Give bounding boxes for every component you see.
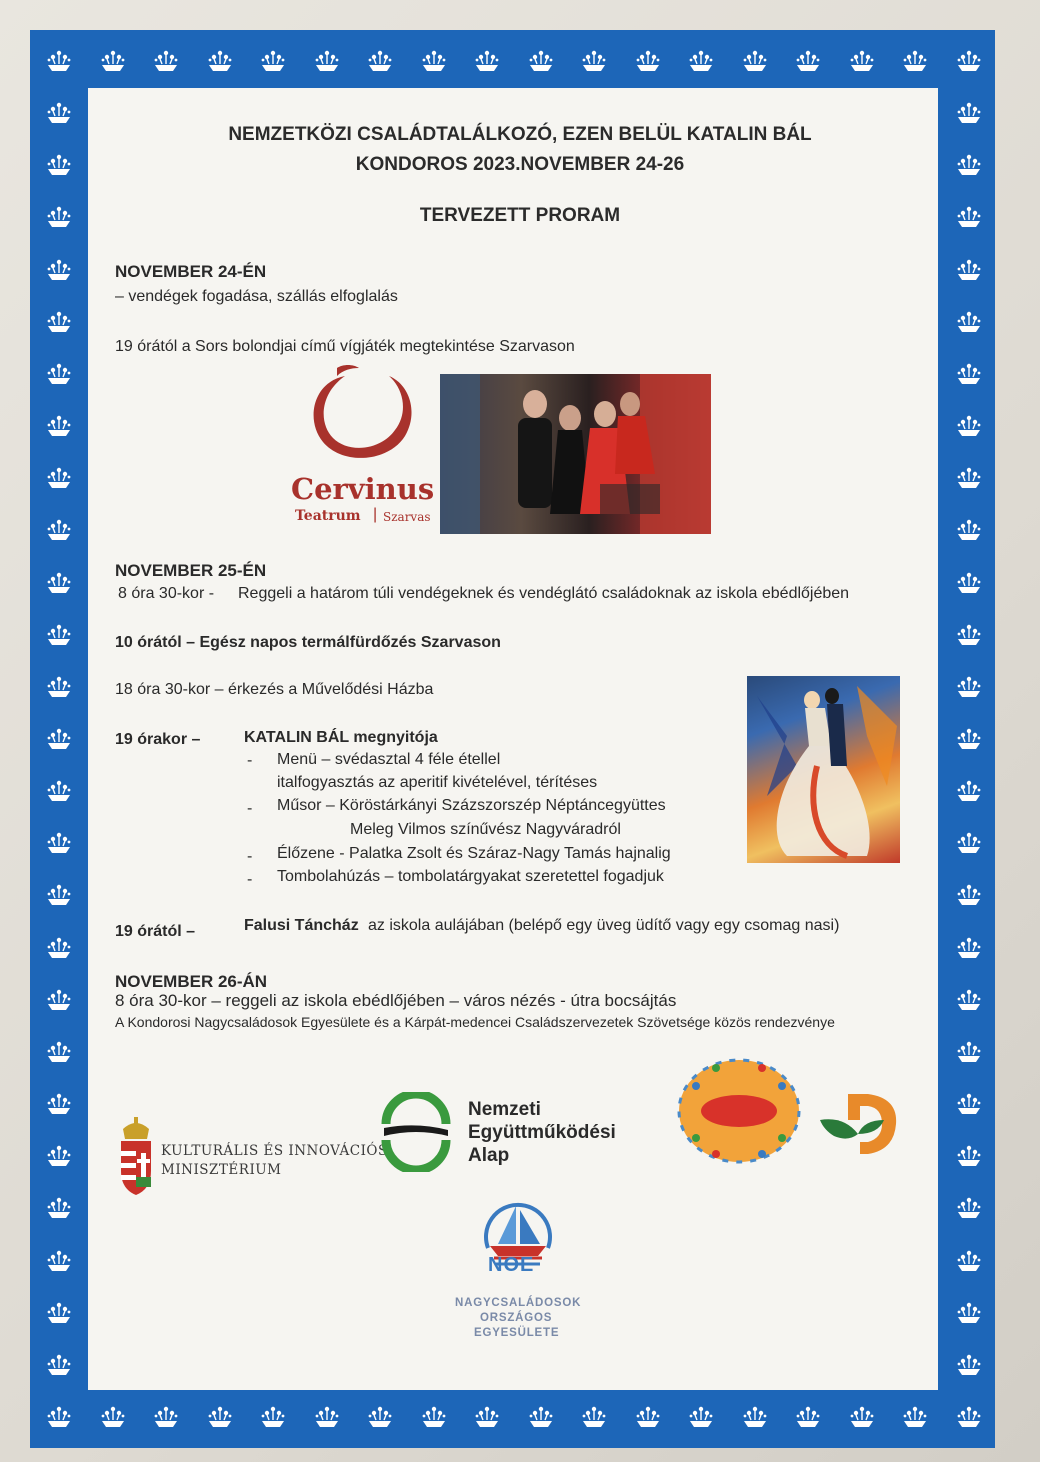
noe-short-name: NOE	[488, 1254, 535, 1276]
day1-heading: NOVEMBER 24-ÉN	[115, 262, 267, 281]
bullet-dash: -	[247, 752, 253, 769]
program-subtitle: TERVEZETT PRORAM	[419, 205, 621, 226]
border-flower-pot-icon	[782, 36, 834, 84]
border-flower-pot-icon	[943, 1392, 995, 1440]
day2-breakfast-text: Reggeli a határom túli vendégeknek és vendéglátó családoknak az iskola ebédlőjében	[238, 585, 850, 602]
federation-badge-icon	[676, 1058, 802, 1164]
day3-heading: NOVEMBER 26-ÁN	[115, 972, 268, 991]
border-flower-pot-icon	[247, 1392, 299, 1440]
border-flower-pot-icon	[33, 36, 85, 84]
border-flower-pot-icon	[33, 1236, 85, 1284]
border-flower-pot-icon	[354, 36, 406, 84]
border-flower-pot-icon	[33, 1340, 85, 1388]
cervinus-name: Cervinus	[291, 472, 435, 506]
border-flower-pot-icon	[622, 36, 674, 84]
border-flower-pot-icon	[943, 766, 995, 814]
border-flower-pot-icon	[194, 1392, 246, 1440]
show-line-1: Műsor – Köröstárkányi Százszorszép Néptáncegyüttes	[277, 797, 666, 814]
noe-name-1: NAGYCSALÁDOSOK	[455, 1297, 582, 1309]
border-flower-pot-icon	[33, 766, 85, 814]
border-flower-pot-icon	[33, 610, 85, 658]
title-line-2: KONDOROS 2023.NOVEMBER 24-26	[355, 154, 685, 175]
border-flower-pot-icon	[33, 870, 85, 918]
border-flower-pot-icon	[33, 818, 85, 866]
border-flower-pot-icon	[33, 140, 85, 188]
border-flower-pot-icon	[33, 1183, 85, 1231]
theatre-actors-image	[440, 374, 711, 534]
border-flower-pot-icon	[33, 453, 85, 501]
nea-logo-icon	[378, 1092, 454, 1172]
d-leaf-logo-icon	[818, 1090, 902, 1158]
border-flower-pot-icon	[943, 923, 995, 971]
nea-name-2: Együttműködési	[468, 1122, 616, 1143]
day2-spa: 10 órától – Egész napos termálfürdőzés Szarvason	[115, 634, 501, 651]
day1-arrival: – vendégek fogadása, szállás elfoglalás	[115, 288, 398, 305]
border-flower-pot-icon	[33, 245, 85, 293]
cervinus-teatrum-logo	[285, 362, 440, 534]
border-flower-pot-icon	[943, 975, 995, 1023]
border-flower-pot-icon	[568, 1392, 620, 1440]
border-flower-pot-icon	[568, 36, 620, 84]
border-flower-pot-icon	[33, 1027, 85, 1075]
border-flower-pot-icon	[33, 1392, 85, 1440]
raffle-line: Tombolahúzás – tombolatárgyakat szeretettel fogadjuk	[277, 868, 664, 885]
border-flower-pot-icon	[889, 36, 941, 84]
dancing-couple-image	[747, 676, 900, 863]
border-flower-pot-icon	[33, 1131, 85, 1179]
border-flower-pot-icon	[943, 870, 995, 918]
cervinus-separator: |	[373, 506, 378, 523]
border-flower-pot-icon	[515, 36, 567, 84]
ministry-name-2: MINISZTÉRIUM	[161, 1162, 282, 1178]
music-line: Élőzene - Palatka Zsolt és Száraz-Nagy Tamás hajnalig	[277, 845, 671, 862]
border-flower-pot-icon	[729, 1392, 781, 1440]
border-flower-pot-icon	[87, 36, 139, 84]
border-flower-pot-icon	[943, 36, 995, 84]
border-flower-pot-icon	[836, 1392, 888, 1440]
border-flower-pot-icon	[408, 1392, 460, 1440]
border-flower-pot-icon	[33, 1079, 85, 1127]
border-flower-pot-icon	[140, 36, 192, 84]
border-flower-pot-icon	[33, 714, 85, 762]
nea-name-3: Alap	[468, 1145, 510, 1166]
day2-heading: NOVEMBER 25-ÉN	[115, 561, 267, 580]
border-flower-pot-icon	[33, 558, 85, 606]
border-flower-pot-icon	[301, 36, 353, 84]
dance-title: Falusi Táncház	[244, 917, 359, 934]
border-flower-pot-icon	[943, 297, 995, 345]
border-flower-pot-icon	[889, 1392, 941, 1440]
border-flower-pot-icon	[247, 36, 299, 84]
ball-title: KATALIN BÁL megnyitója	[244, 729, 438, 746]
nea-name-1: Nemzeti	[468, 1099, 541, 1120]
border-flower-pot-icon	[675, 36, 727, 84]
noe-name-3: EGYESÜLETE	[474, 1327, 560, 1339]
border-flower-pot-icon	[461, 1392, 513, 1440]
border-flower-pot-icon	[354, 1392, 406, 1440]
dancers-painting	[747, 676, 900, 863]
border-flower-pot-icon	[943, 88, 995, 136]
border-flower-pot-icon	[943, 505, 995, 553]
bullet-dash: -	[247, 848, 253, 865]
ministry-name-1: KULTURÁLIS ÉS INNOVÁCIÓS	[161, 1143, 388, 1159]
title-line-1: NEMZETKÖZI CSALÁDTALÁLKOZÓ, EZEN BELÜL KATALIN BÁL	[228, 124, 812, 145]
border-flower-pot-icon	[33, 505, 85, 553]
hungarian-coat-of-arms-icon	[117, 1117, 155, 1197]
border-flower-pot-icon	[33, 88, 85, 136]
border-flower-pot-icon	[33, 401, 85, 449]
border-flower-pot-icon	[461, 36, 513, 84]
border-flower-pot-icon	[33, 662, 85, 710]
day3-line: 8 óra 30-kor – reggeli az iskola ebédlőjében – város nézés - útra bocsájtás	[115, 991, 677, 1010]
border-flower-pot-icon	[33, 349, 85, 397]
border-flower-pot-icon	[943, 714, 995, 762]
day2-breakfast-time: 8 óra 30-kor -	[118, 585, 215, 602]
border-flower-pot-icon	[943, 192, 995, 240]
border-flower-pot-icon	[33, 1288, 85, 1336]
border-flower-pot-icon	[943, 818, 995, 866]
border-flower-pot-icon	[943, 140, 995, 188]
border-flower-pot-icon	[33, 297, 85, 345]
noe-name-2: ORSZÁGOS	[480, 1312, 553, 1324]
border-flower-pot-icon	[943, 453, 995, 501]
show-line-2: Meleg Vilmos színűvész Nagyváradról	[350, 821, 621, 838]
border-flower-pot-icon	[943, 1079, 995, 1127]
organizer-line: A Kondorosi Nagycsaládosok Egyesülete és a Kárpát-medencei Családszervezetek Szövetsége közös rendezvénye	[115, 1014, 835, 1030]
border-flower-pot-icon	[194, 36, 246, 84]
border-flower-pot-icon	[943, 349, 995, 397]
federation-badge-logo	[676, 1058, 802, 1164]
cervinus-teatrum: Teatrum	[295, 508, 361, 524]
border-flower-pot-icon	[408, 36, 460, 84]
border-flower-pot-icon	[943, 610, 995, 658]
day2-arrival: 18 óra 30-kor – érkezés a Művelődési Házba	[115, 681, 434, 698]
day1-theatre: 19 órától a Sors bolondjai című vígjáték megtekintése Szarvason	[115, 338, 575, 355]
border-flower-pot-icon	[943, 1340, 995, 1388]
border-flower-pot-icon	[943, 558, 995, 606]
border-flower-pot-icon	[943, 1131, 995, 1179]
border-flower-pot-icon	[943, 1288, 995, 1336]
border-flower-pot-icon	[675, 1392, 727, 1440]
cervinus-city: Szarvas	[383, 510, 431, 524]
dance-text: az iskola aulájában (belépő egy üveg üdítő vagy egy csomag nasi)	[368, 917, 840, 934]
bullet-dash: -	[247, 800, 253, 817]
border-flower-pot-icon	[943, 245, 995, 293]
menu-line-1: Menü – svédasztal 4 féle étellel	[277, 751, 501, 768]
border-flower-pot-icon	[140, 1392, 192, 1440]
border-flower-pot-icon	[33, 192, 85, 240]
border-flower-pot-icon	[943, 1027, 995, 1075]
border-flower-pot-icon	[515, 1392, 567, 1440]
border-flower-pot-icon	[301, 1392, 353, 1440]
menu-line-2: italfogyasztás az aperitif kivételével, térítéses	[277, 774, 598, 791]
border-flower-pot-icon	[836, 36, 888, 84]
border-flower-pot-icon	[943, 401, 995, 449]
border-flower-pot-icon	[782, 1392, 834, 1440]
border-flower-pot-icon	[943, 1183, 995, 1231]
bullet-dash: -	[247, 871, 253, 888]
border-flower-pot-icon	[33, 923, 85, 971]
border-flower-pot-icon	[943, 1236, 995, 1284]
theatre-photo	[440, 374, 711, 534]
ball-time: 19 órakor –	[115, 731, 201, 748]
border-flower-pot-icon	[87, 1392, 139, 1440]
border-flower-pot-icon	[33, 975, 85, 1023]
border-flower-pot-icon	[729, 36, 781, 84]
border-flower-pot-icon	[622, 1392, 674, 1440]
dance-time: 19 órától –	[115, 923, 196, 940]
border-flower-pot-icon	[943, 662, 995, 710]
